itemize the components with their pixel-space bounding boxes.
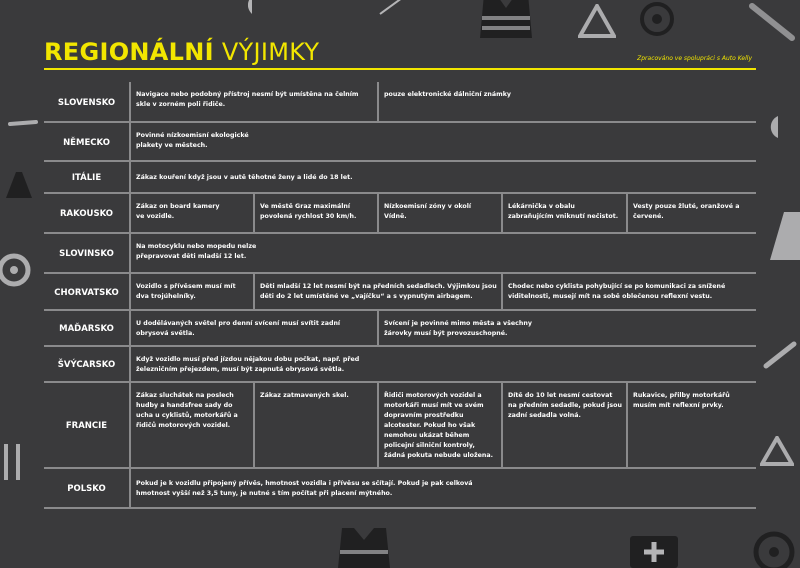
table-row: [44, 194, 756, 234]
wheel-icon: [640, 2, 674, 36]
title-underline: [44, 68, 756, 70]
table-row: [44, 123, 756, 162]
title-bold: REGIONÁLNÍ: [44, 38, 214, 66]
jack-icon: [0, 440, 30, 484]
table-cell: Zákaz on board kamery ve vozidle.: [129, 194, 253, 234]
credit-text: Zpracováno ve spolupráci s Auto Kelly: [637, 55, 752, 62]
tire-icon: [0, 250, 34, 290]
table-cell: Chodec nebo cyklista pohybující se po komunikaci za snížené viditelnosti, musejí mít na sobě oblečenou reflexní vestu.: [501, 274, 756, 311]
table-cell: Ve městě Graz maximální povolená rychlost 30 km/h.: [253, 194, 377, 234]
country-label: NĚMECKO: [63, 137, 110, 148]
warning-triangle-icon: [578, 4, 616, 38]
wiper-icon: [376, 0, 406, 18]
country-label: ITÁLIE: [71, 173, 102, 183]
table-cell: Řidiči motorových vozidel a motorkáři musí mít ve svém dopravním prostředku alcotester. Pokud ho však nemohou ukázat během policejní silniční kontroly, žádná pokuta nebude uložena.: [377, 383, 501, 469]
table-cell: pouze elektronické dálniční známky: [377, 82, 756, 123]
country-label: ŠVÝCARSKO: [57, 360, 116, 370]
table-cell: Rukavice, přilby motorkářů musím mít reflexní prvky.: [626, 383, 756, 469]
table-cell: Děti mladší 12 let nesmí být na předních sedadlech. Výjimkou jsou děti do 2 let umístěné ve „vajíčku“ a s vypnutým airbagem.: [253, 274, 501, 311]
table-row: [44, 82, 756, 123]
table-cell: Vesty pouze žluté, oranžové a červené.: [626, 194, 756, 234]
country-label: MAĎARSKO: [59, 324, 114, 334]
country-label: CHORVATSKO: [54, 287, 119, 298]
reflective-vest-icon-bottom: [336, 528, 392, 568]
table-row: [44, 274, 756, 311]
table-row: [44, 469, 756, 509]
country-label: POLSKO: [67, 484, 106, 494]
table-row: [44, 162, 756, 194]
first-aid-kit-icon: [628, 526, 680, 568]
title-light: VÝJIMKY: [221, 38, 320, 66]
wrench-icon-left: [8, 112, 38, 134]
table-cell: Nízkoemisní zóny v okolí Vídně.: [377, 194, 501, 234]
table-cell: Vozidlo s přívěsem musí mít dva trojúhelníky.: [129, 274, 253, 311]
table-cell: Pokud je k vozidlu připojený přívěs, hmotnost vozidla i přívěsu se sčítají. Pokud je pak celková hmotnost vyšší než 3,5 tuny, je nutné s tím počítat při placení mýtného.: [129, 469, 756, 509]
table-cell: Lékárnička v obalu zabraňujícím vniknutí nečistot.: [501, 194, 626, 234]
wrench-icon-right: [762, 340, 798, 370]
table-cell: Zákaz sluchátek na poslech hudby a handsfree sady do ucha u cyklistů, motorkářů a řidičů motorových vozidel.: [129, 383, 253, 469]
wrench-icon: [748, 2, 796, 42]
reflective-vest-icon: [478, 0, 534, 38]
table-cell: Zákaz zatmavených skel.: [253, 383, 377, 469]
page-title: [44, 38, 319, 66]
table-row: [44, 311, 756, 347]
table-cell: Dítě do 10 let nesmí cestovat na předním sedadle, pokud jsou zadní sedadla volná.: [501, 383, 626, 469]
table-cell: U dodělávaných světel pro denní svícení musí svítit zadní obrysová světla.: [129, 311, 377, 347]
headlight-icon: [248, 0, 278, 16]
table-cell: Povinné nízkoemisní ekologické plakety ve městech.: [129, 123, 756, 162]
road-icon-right: [764, 212, 800, 260]
table-row: [44, 234, 756, 274]
table-cell: Na motocyklu nebo mopedu nelze přepravovat děti mladší 12 let.: [129, 234, 756, 274]
table-row: [44, 383, 756, 469]
country-label: FRANCIE: [65, 421, 108, 431]
warning-triangle-icon-right: [760, 436, 794, 466]
country-label: SLOVINSKO: [59, 249, 114, 259]
headlight-icon-right: [768, 112, 798, 142]
country-label: RAKOUSKO: [59, 209, 113, 219]
header: [44, 38, 756, 78]
wheel-icon-bottom: [752, 530, 796, 568]
road-icon: [2, 170, 36, 200]
table-cell: Navigace nebo podobný přístroj nesmí být umístěna na čelním skle v zorném poli řidiče.: [129, 82, 377, 123]
table-row: [44, 347, 756, 383]
country-label: SLOVENSKO: [57, 97, 116, 108]
table-cell: Zákaz kouření když jsou v autě těhotné ženy a lidé do 18 let.: [129, 162, 756, 194]
table-cell: Když vozidlo musí před jízdou nějakou dobu počkat, např. před železničním přejezdem, musí být zapnutá obrysová světla.: [129, 347, 756, 383]
table-cell: Svícení je povinné mimo města a všechny žárovky musí být provozuschopné.: [377, 311, 756, 347]
